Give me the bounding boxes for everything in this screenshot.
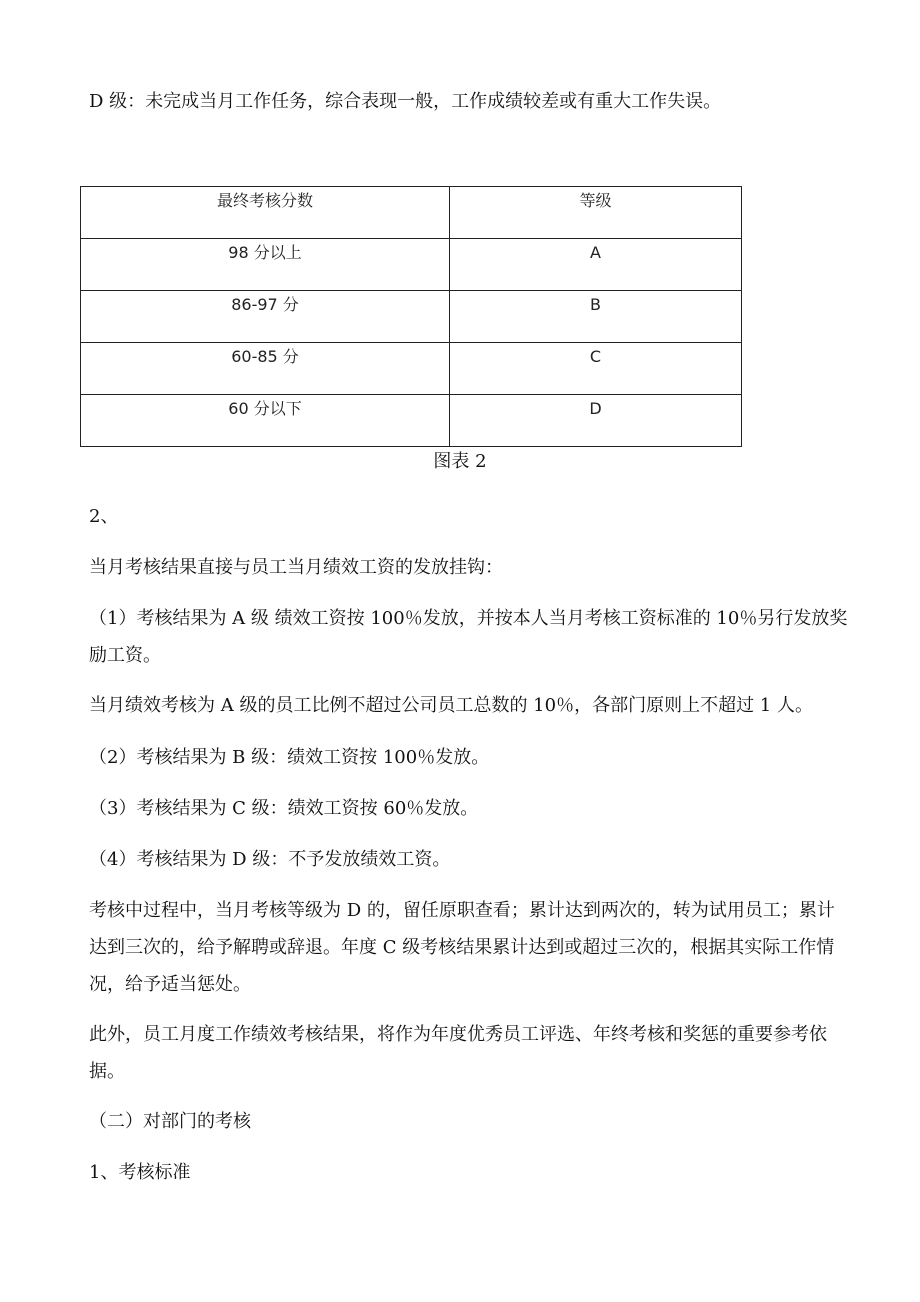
table-row (81, 395, 742, 447)
additional-paragraph: 此外，员工月度工作绩效考核结果，将作为年度优秀员工评选、年终考核和奖惩的重要参考依据。 (89, 1024, 827, 1082)
process-paragraph: 考核中过程中，当月考核等级为 D 的，留任原职查看；累计达到两次的，转为试用员工；累计达到三次的，给予解聘或辞退。年度 C 级考核结果累计达到或超过三次的，根据其实际工作情况，给予适当惩处。 (89, 900, 835, 995)
d-level-description: D 级：未完成当月工作任务，综合表现一般，工作成绩较差或有重大工作失误。 (89, 91, 722, 112)
table-row (81, 291, 742, 343)
score-cell: 60-85 分 (81, 343, 450, 395)
item-1-paragraph: （1）考核结果为 A 级 绩效工资按 100％发放，并按本人当月考核工资标准的 10％另行发放奖励工资。 (89, 608, 848, 666)
score-cell: 60 分以下 (81, 395, 450, 447)
header-score: 最终考核分数 (81, 187, 450, 239)
table-row (81, 239, 742, 291)
standard-heading: 1、考核标准 (89, 1162, 191, 1183)
intro-paragraph: 当月考核结果直接与员工当月绩效工资的发放挂钩： (89, 557, 503, 578)
grade-cell: C (450, 343, 742, 395)
item-4-paragraph: （4）考核结果为 D 级：不予发放绩效工资。 (89, 849, 451, 870)
score-cell: 98 分以上 (81, 239, 450, 291)
header-grade: 等级 (450, 187, 742, 239)
table-caption: 图表 2 (433, 451, 487, 472)
grade-cell: D (450, 395, 742, 447)
grade-cell: A (450, 239, 742, 291)
section-number: 2、 (89, 506, 119, 527)
grade-table (80, 186, 742, 447)
department-section-heading: （二）对部门的考核 (89, 1111, 251, 1132)
grade-cell: B (450, 291, 742, 343)
a-ratio-paragraph: 当月绩效考核为 A 级的员工比例不超过公司员工总数的 10％，各部门原则上不超过 1 人。 (89, 695, 813, 716)
table-header-row (81, 187, 742, 239)
table-row (81, 343, 742, 395)
item-3-paragraph: （3）考核结果为 C 级：绩效工资按 60％发放。 (89, 798, 479, 819)
score-cell: 86-97 分 (81, 291, 450, 343)
item-2-paragraph: （2）考核结果为 B 级：绩效工资按 100％发放。 (89, 747, 490, 768)
